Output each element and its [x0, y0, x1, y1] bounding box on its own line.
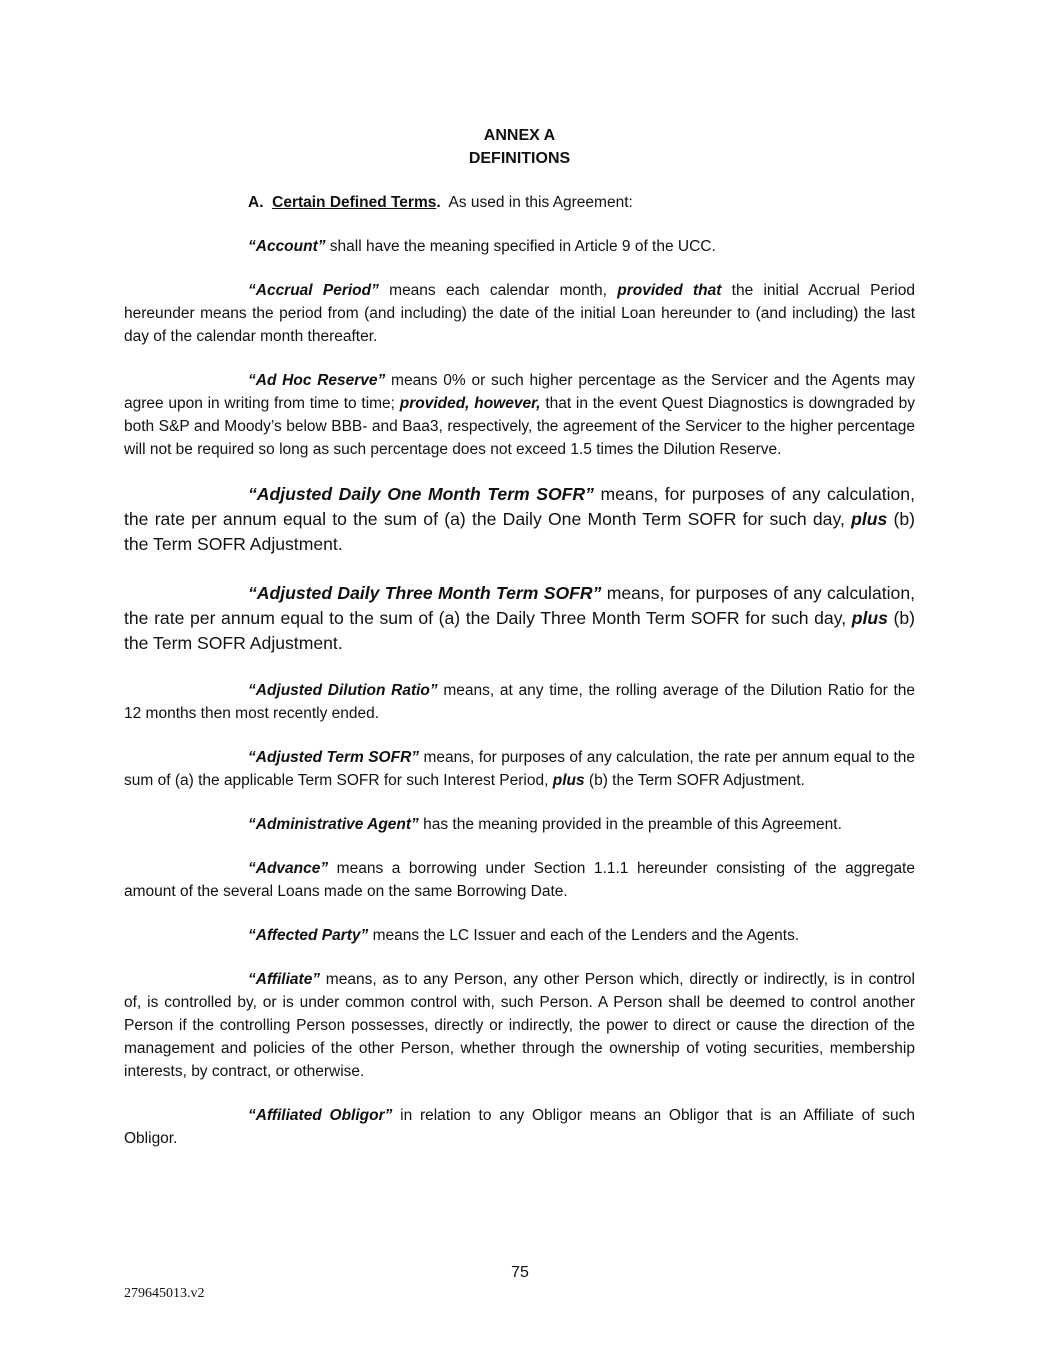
defined-term: “Adjusted Daily Three Month Term SOFR”	[248, 583, 602, 603]
defined-term: “Affected Party”	[248, 927, 369, 944]
page-number: 75	[511, 1264, 529, 1281]
definition-affiliated-obligor: “Affiliated Obligor” in relation to any Obligor means an Obligor that is an Affiliate of such Obligor.	[124, 1107, 915, 1147]
defined-term: “Adjusted Term SOFR”	[248, 749, 420, 766]
definition-accrual-period: “Accrual Period” means each calendar month, provided that the initial Accrual Period hereunder means the period from (and including) the date of the initial Loan hereunder to (and including) the last day of the calendar month thereafter.	[124, 282, 915, 345]
section-heading: A. Certain Defined Terms. As used in this Agreement:	[248, 194, 633, 211]
definition-account: “Account” shall have the meaning specified in Article 9 of the UCC.	[248, 238, 716, 255]
section-intro: As used in this Agreement:	[448, 194, 633, 211]
definition-adjusted-daily-three-month-term-sofr: “Adjusted Daily Three Month Term SOFR” means, for purposes of any calculation, the rate per annum equal to the sum of (a) the Daily Three Month Term SOFR for such day, plus (b) the Term SOFR Adjustment.	[124, 583, 915, 653]
definition-adjusted-daily-one-month-term-sofr: “Adjusted Daily One Month Term SOFR” means, for purposes of any calculation, the rate per annum equal to the sum of (a) the Daily One Month Term SOFR for such day, plus (b) the Term SOFR Adjustment.	[124, 484, 915, 554]
annex-subtitle: DEFINITIONS	[468, 150, 571, 167]
definition-advance: “Advance” means a borrowing under Section 1.1.1 hereunder consisting of the aggregate amount of the several Loans made on the same Borrowing Date.	[124, 860, 915, 900]
annex-title: ANNEX A	[483, 127, 556, 144]
defined-term: “Administrative Agent”	[248, 816, 419, 833]
definition-administrative-agent: “Administrative Agent” has the meaning provided in the preamble of this Agreement.	[248, 816, 842, 833]
definition-ad-hoc-reserve: “Ad Hoc Reserve” means 0% or such higher percentage as the Servicer and the Agents may agree upon in writing from time to time; provided, however, that in the event Quest Diagnostics is downgraded by both S&P and Moody’s below BBB- and Baa3, respectively, the agreement of the Servicer to the higher percentage will not be required so long as such percentage does not exceed 1.5 times the Dilution Reserve.	[124, 372, 916, 458]
defined-term: “Advance”	[248, 860, 329, 877]
section-label: A.	[248, 194, 264, 211]
defined-term: “Adjusted Daily One Month Term SOFR”	[248, 484, 594, 504]
definition-adjusted-dilution-ratio: “Adjusted Dilution Ratio” means, at any time, the rolling average of the Dilution Ratio for the 12 months then most recently ended.	[124, 682, 915, 722]
section-title: Certain Defined Terms	[272, 194, 437, 211]
defined-term: “Adjusted Dilution Ratio”	[248, 682, 438, 699]
defined-term: “Account”	[248, 238, 326, 255]
defined-term: “Ad Hoc Reserve”	[248, 372, 386, 389]
defined-term: “Accrual Period”	[248, 282, 379, 299]
document-page	[124, 124, 915, 1150]
definition-affiliate: “Affiliate” means, as to any Person, any other Person which, directly or indirectly, is in control of, is controlled by, or is under common control with, such Person. A Person shall be deemed to control another Person if the controlling Person possesses, directly or indirectly, the power to direct or cause the direction of the management and policies of the other Person, whether through the ownership of voting securities, membership interests, by contract, or otherwise.	[124, 971, 915, 1080]
defined-term: “Affiliated Obligor”	[248, 1107, 393, 1124]
definition-affected-party: “Affected Party” means the LC Issuer and each of the Lenders and the Agents.	[248, 927, 800, 944]
document-id: 279645013.v2	[124, 1286, 205, 1301]
defined-term: “Affiliate”	[248, 971, 321, 988]
definition-adjusted-term-sofr: “Adjusted Term SOFR” means, for purposes of any calculation, the rate per annum equal to the sum of (a) the applicable Term SOFR for such Interest Period, plus (b) the Term SOFR Adjustment.	[124, 749, 916, 789]
